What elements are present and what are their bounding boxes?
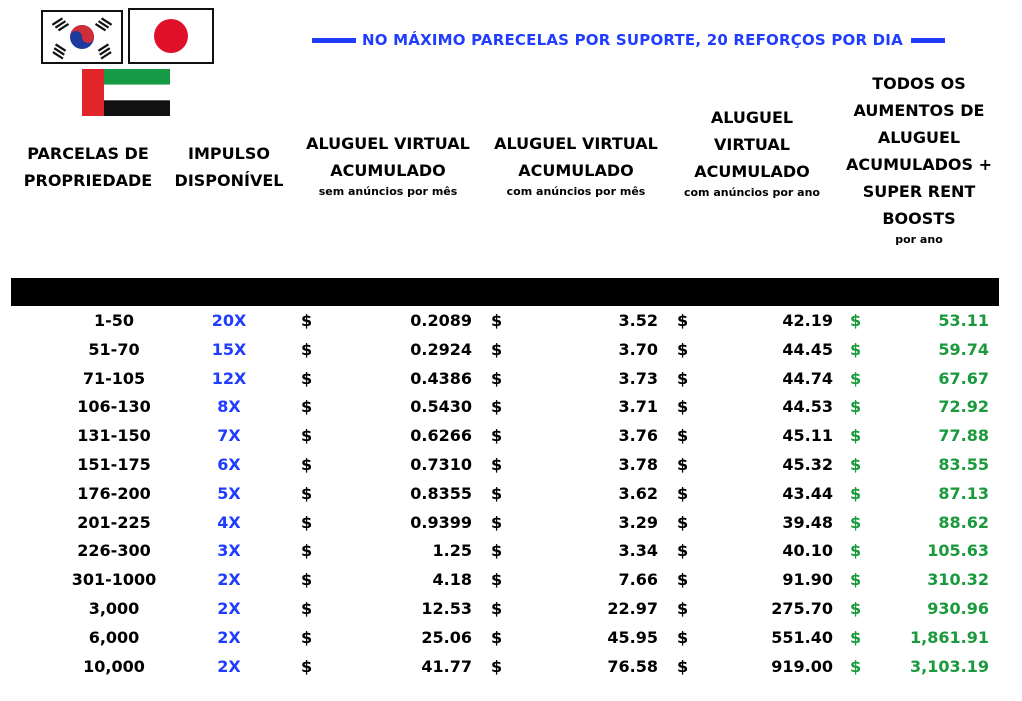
boost-cell: 2X xyxy=(217,627,241,647)
currency-symbol: $ xyxy=(491,570,503,590)
rent-month-no-ads-cell: 25.06 xyxy=(421,627,472,647)
headline-bar-right xyxy=(911,38,945,43)
currency-symbol: $ xyxy=(301,627,313,647)
header-todos-aumentos xyxy=(844,70,994,248)
rent-month-no-ads-cell: 4.18 xyxy=(432,570,472,590)
rent-month-ads-cell: 7.66 xyxy=(618,570,658,590)
currency-symbol: $ xyxy=(677,368,689,388)
header-todos-aumentos-title: TODOS OS AUMENTOS DE ALUGUEL ACUMULADOS + SUPER RENT BOOSTS xyxy=(846,74,992,228)
currency-symbol: $ xyxy=(491,627,503,647)
total-boosts-year-cell: 930.96 xyxy=(927,599,989,618)
total-boosts-year-cell: 3,103.19 xyxy=(910,656,989,676)
headline-text: NO MÁXIMO PARECELAS POR SUPORTE, 20 REFORÇOS POR DIA xyxy=(362,31,903,49)
header-aluguel-ano-title: ALUGUEL VIRTUAL ACUMULADO xyxy=(694,108,810,181)
header-aluguel-mes-com-sub: com anúncios por mês xyxy=(506,185,646,198)
boost-cell: 6X xyxy=(217,455,241,474)
header-impulso-title: IMPULSO DISPONÍVEL xyxy=(174,144,284,190)
boost-cell: 2X xyxy=(217,570,241,590)
currency-symbol: $ xyxy=(677,311,689,330)
south-korea-flag-graphic xyxy=(43,12,121,62)
currency-symbol: $ xyxy=(677,397,689,417)
header-parcelas-title: PARCELAS DE PROPRIEDADE xyxy=(23,144,153,190)
rent-year-ads-cell: 919.00 xyxy=(771,656,833,676)
japan-flag xyxy=(128,8,214,64)
boost-cell: 3X xyxy=(217,541,241,561)
boost-cell: 7X xyxy=(217,426,241,446)
currency-symbol: $ xyxy=(491,339,503,359)
currency-symbol: $ xyxy=(491,426,503,446)
currency-symbol: $ xyxy=(850,512,862,532)
table-row xyxy=(0,393,1022,422)
currency-symbol: $ xyxy=(491,368,503,388)
headline xyxy=(312,28,978,52)
header-aluguel-mes-sem-sub: sem anúncios por mês xyxy=(318,185,458,198)
boost-cell: 2X xyxy=(217,599,241,618)
rent-month-ads-cell: 3.62 xyxy=(618,483,658,503)
parcels-cell: 151-175 xyxy=(77,455,151,474)
japan-flag-graphic xyxy=(130,10,212,62)
total-boosts-year-cell: 77.88 xyxy=(938,426,989,446)
header-aluguel-ano xyxy=(682,104,822,201)
rent-month-no-ads-cell: 1.25 xyxy=(432,541,472,561)
total-boosts-year-cell: 310.32 xyxy=(927,570,989,590)
rent-month-ads-cell: 76.58 xyxy=(607,656,658,676)
currency-symbol: $ xyxy=(677,627,689,647)
currency-symbol: $ xyxy=(850,570,862,590)
header-aluguel-mes-sem-title: ALUGUEL VIRTUAL ACUMULADO xyxy=(306,134,470,180)
total-boosts-year-cell: 59.74 xyxy=(938,339,989,359)
boost-cell: 2X xyxy=(217,656,241,676)
table-row xyxy=(0,365,1022,394)
table-row xyxy=(0,509,1022,538)
rent-month-ads-cell: 3.52 xyxy=(618,311,658,330)
rent-month-no-ads-cell: 0.6266 xyxy=(410,426,472,446)
currency-symbol: $ xyxy=(491,483,503,503)
rent-month-no-ads-cell: 41.77 xyxy=(421,656,472,676)
rent-month-ads-cell: 45.95 xyxy=(607,627,658,647)
currency-symbol: $ xyxy=(301,455,313,474)
currency-symbol: $ xyxy=(677,339,689,359)
table-row xyxy=(0,307,1022,336)
currency-symbol: $ xyxy=(491,541,503,561)
parcels-cell: 131-150 xyxy=(77,426,151,446)
rent-month-ads-cell: 3.78 xyxy=(618,455,658,474)
rent-month-ads-cell: 22.97 xyxy=(607,599,658,618)
parcels-cell: 106-130 xyxy=(77,397,151,417)
currency-symbol: $ xyxy=(491,656,503,676)
rent-year-ads-cell: 42.19 xyxy=(782,311,833,330)
rent-year-ads-cell: 39.48 xyxy=(782,512,833,532)
currency-symbol: $ xyxy=(301,339,313,359)
rent-month-no-ads-cell: 0.9399 xyxy=(410,512,472,532)
currency-symbol: $ xyxy=(677,656,689,676)
parcels-cell: 1-50 xyxy=(93,311,135,330)
currency-symbol: $ xyxy=(677,512,689,532)
currency-symbol: $ xyxy=(850,599,862,618)
rent-month-no-ads-cell: 0.7310 xyxy=(410,455,472,474)
table-row xyxy=(0,537,1022,566)
parcels-cell: 176-200 xyxy=(77,483,151,503)
header-aluguel-mes-sem xyxy=(298,130,478,200)
currency-symbol: $ xyxy=(677,570,689,590)
rent-year-ads-cell: 40.10 xyxy=(782,541,833,561)
table-row xyxy=(0,595,1022,624)
headline-bar-left xyxy=(312,38,356,43)
currency-symbol: $ xyxy=(301,426,313,446)
parcels-cell: 6,000 xyxy=(88,627,140,647)
rent-year-ads-cell: 44.45 xyxy=(782,339,833,359)
currency-symbol: $ xyxy=(301,483,313,503)
boost-cell: 5X xyxy=(217,483,241,503)
rent-year-ads-cell: 91.90 xyxy=(782,570,833,590)
uae-flag xyxy=(82,69,170,116)
currency-symbol: $ xyxy=(677,541,689,561)
south-korea-flag xyxy=(41,10,123,64)
rent-year-ads-cell: 43.44 xyxy=(782,483,833,503)
header-impulso xyxy=(170,140,288,194)
currency-symbol: $ xyxy=(850,339,862,359)
rent-month-no-ads-cell: 0.5430 xyxy=(410,397,472,417)
parcels-cell: 10,000 xyxy=(83,656,145,676)
currency-symbol: $ xyxy=(301,397,313,417)
currency-symbol: $ xyxy=(301,570,313,590)
rent-month-no-ads-cell: 12.53 xyxy=(421,599,472,618)
total-boosts-year-cell: 87.13 xyxy=(938,483,989,503)
currency-symbol: $ xyxy=(491,599,503,618)
currency-symbol: $ xyxy=(491,455,503,474)
currency-symbol: $ xyxy=(301,368,313,388)
table-row xyxy=(0,624,1022,653)
currency-symbol: $ xyxy=(850,541,862,561)
currency-symbol: $ xyxy=(677,599,689,618)
table-row xyxy=(0,480,1022,509)
header-todos-aumentos-sub: por ano xyxy=(895,233,943,246)
rent-year-ads-cell: 44.53 xyxy=(782,397,833,417)
boost-cell: 8X xyxy=(217,397,241,417)
currency-symbol: $ xyxy=(491,397,503,417)
total-boosts-year-cell: 88.62 xyxy=(938,512,989,532)
currency-symbol: $ xyxy=(301,541,313,561)
header-aluguel-mes-com xyxy=(486,130,666,200)
total-boosts-year-cell: 72.92 xyxy=(938,397,989,417)
currency-symbol: $ xyxy=(491,512,503,532)
currency-symbol: $ xyxy=(850,483,862,503)
rent-month-ads-cell: 3.34 xyxy=(618,541,658,561)
currency-symbol: $ xyxy=(850,311,862,330)
header-aluguel-ano-sub: com anúncios por ano xyxy=(683,186,820,199)
rent-year-ads-cell: 275.70 xyxy=(771,599,833,618)
total-boosts-year-cell: 1,861.91 xyxy=(910,627,989,647)
rent-month-ads-cell: 3.70 xyxy=(618,339,658,359)
boost-cell: 20X xyxy=(211,311,247,330)
rent-month-ads-cell: 3.76 xyxy=(618,426,658,446)
parcels-cell: 51-70 xyxy=(88,339,140,359)
currency-symbol: $ xyxy=(677,483,689,503)
table-row xyxy=(0,566,1022,595)
header-divider-bar xyxy=(11,278,999,306)
header-aluguel-mes-com-title: ALUGUEL VIRTUAL ACUMULADO xyxy=(494,134,658,180)
currency-symbol: $ xyxy=(301,656,313,676)
currency-symbol: $ xyxy=(850,455,862,474)
currency-symbol: $ xyxy=(301,512,313,532)
currency-symbol: $ xyxy=(850,627,862,647)
rent-month-no-ads-cell: 0.2089 xyxy=(410,311,472,330)
rent-year-ads-cell: 551.40 xyxy=(771,627,833,647)
currency-symbol: $ xyxy=(491,311,503,330)
currency-symbol: $ xyxy=(677,455,689,474)
table-row xyxy=(0,422,1022,451)
total-boosts-year-cell: 53.11 xyxy=(938,311,989,330)
rent-year-ads-cell: 44.74 xyxy=(782,368,833,388)
boost-cell: 12X xyxy=(211,368,247,388)
rent-month-ads-cell: 3.29 xyxy=(618,512,658,532)
parcels-cell: 226-300 xyxy=(77,541,151,561)
rent-year-ads-cell: 45.11 xyxy=(782,426,833,446)
currency-symbol: $ xyxy=(301,311,313,330)
currency-symbol: $ xyxy=(850,426,862,446)
rent-month-no-ads-cell: 0.8355 xyxy=(410,483,472,503)
rent-month-no-ads-cell: 0.4386 xyxy=(410,368,472,388)
rent-month-ads-cell: 3.71 xyxy=(618,397,658,417)
rent-month-no-ads-cell: 0.2924 xyxy=(410,339,472,359)
currency-symbol: $ xyxy=(850,368,862,388)
table-row xyxy=(0,653,1022,682)
parcels-cell: 3,000 xyxy=(88,599,140,618)
currency-symbol: $ xyxy=(677,426,689,446)
currency-symbol: $ xyxy=(301,599,313,618)
currency-symbol: $ xyxy=(850,656,862,676)
parcels-cell: 71-105 xyxy=(82,368,146,388)
parcels-cell: 201-225 xyxy=(77,512,151,532)
table-row xyxy=(0,451,1022,480)
total-boosts-year-cell: 67.67 xyxy=(938,368,989,388)
parcels-cell: 301-1000 xyxy=(71,570,157,590)
rent-month-ads-cell: 3.73 xyxy=(618,368,658,388)
total-boosts-year-cell: 105.63 xyxy=(927,541,989,561)
total-boosts-year-cell: 83.55 xyxy=(938,455,989,474)
table-row xyxy=(0,336,1022,365)
rent-year-ads-cell: 45.32 xyxy=(782,455,833,474)
boost-cell: 4X xyxy=(217,512,241,532)
boost-cell: 15X xyxy=(211,339,247,359)
uae-flag-graphic xyxy=(82,69,170,116)
header-parcelas xyxy=(18,140,158,194)
currency-symbol: $ xyxy=(850,397,862,417)
